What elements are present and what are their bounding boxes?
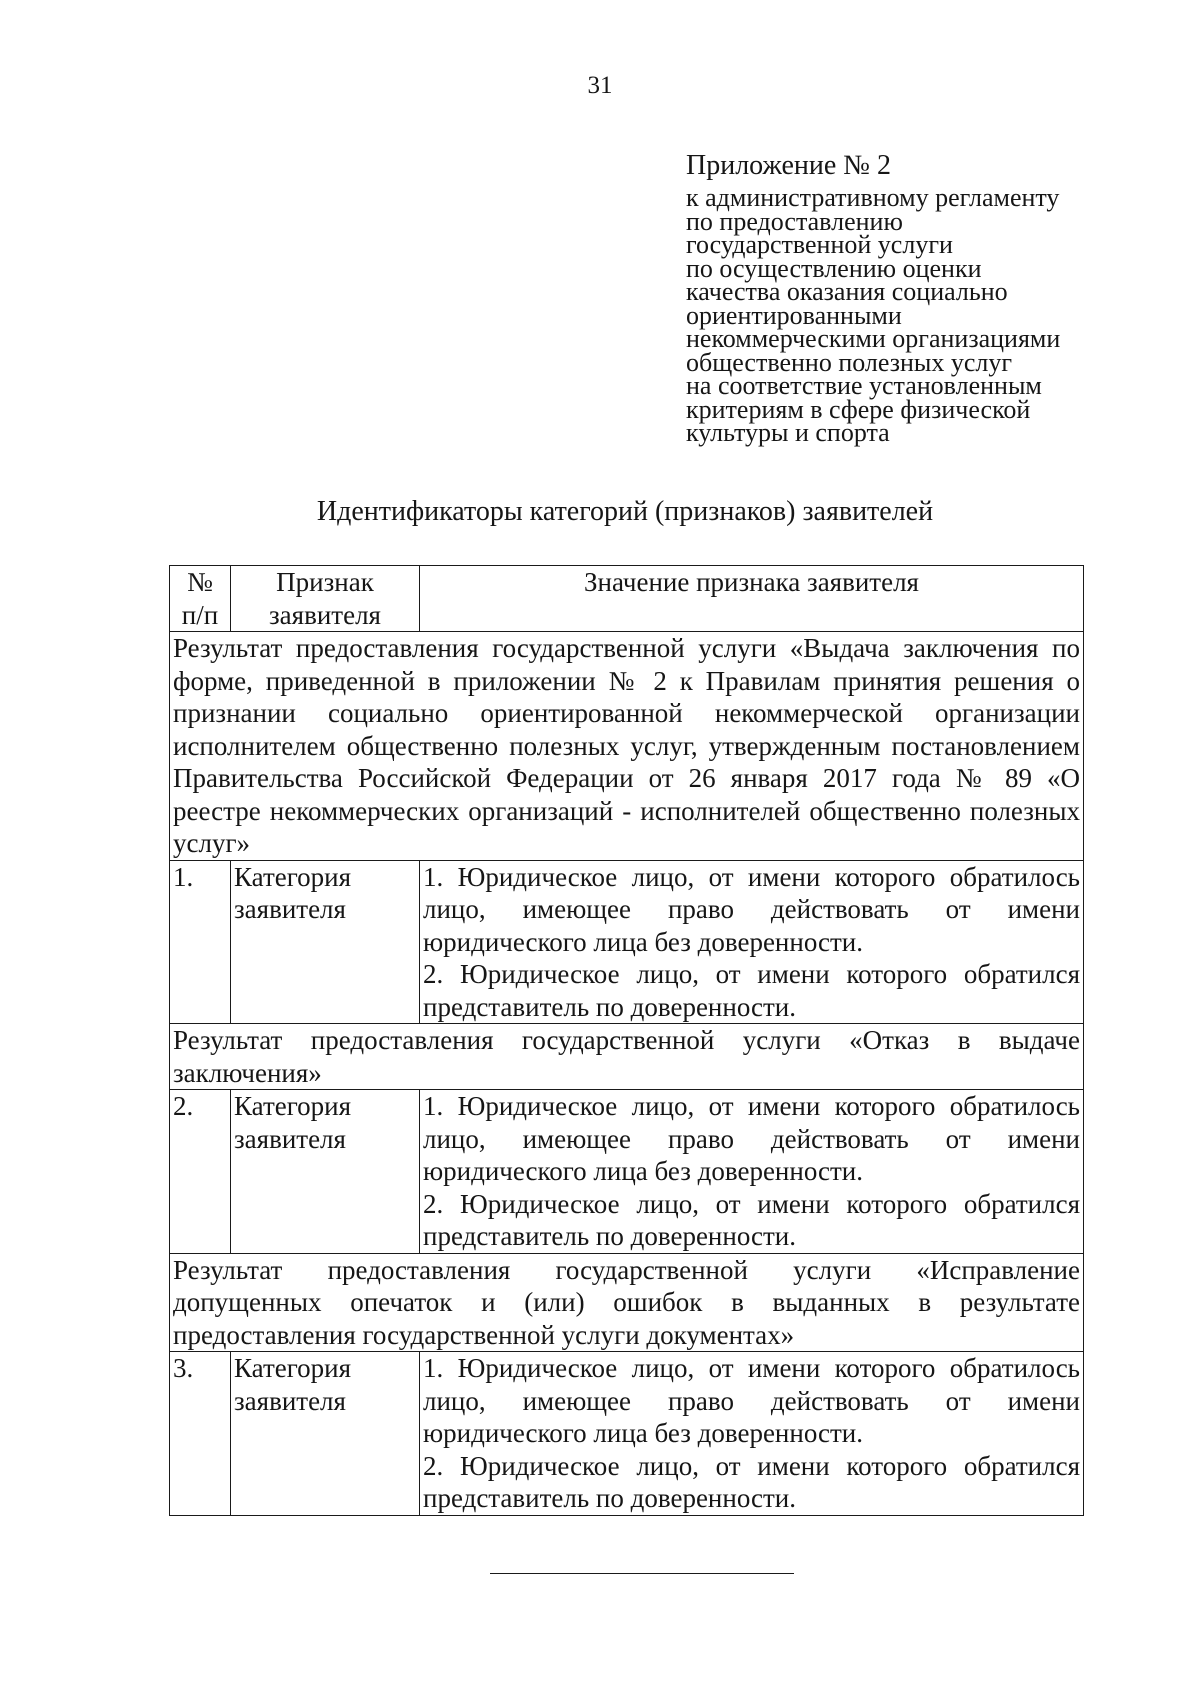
- header-number: № п/п: [170, 566, 231, 632]
- header-feature: Признак заявителя: [231, 566, 420, 632]
- row-feature: Категория заявителя: [231, 860, 420, 1024]
- result-heading-row: [170, 632, 1084, 861]
- row-number: 2.: [170, 1090, 231, 1254]
- row-number: 1.: [170, 860, 231, 1024]
- row-value-item: 1. Юридическое лицо, от имени которого обратилось лицо, имеющее право действовать от имени юридического лица без доверенности.: [423, 1353, 1080, 1448]
- row-feature: Категория заявителя: [231, 1090, 420, 1254]
- appendix-line: по предоставлению: [686, 206, 903, 236]
- appendix-line: качества оказания социально: [686, 277, 1008, 306]
- header-value: Значение признака заявителя: [420, 566, 1084, 632]
- appendix-line: по осуществлению оценки: [686, 253, 982, 283]
- table-header-row: [170, 566, 1084, 632]
- appendix-line: на соответствие установленным: [686, 371, 1042, 400]
- row-values: [420, 1090, 1084, 1254]
- row-feature: Категория заявителя: [231, 1352, 420, 1516]
- result-heading: Результат предоставления государственной услуги «Выдача заключения по форме, приведенной в приложении № 2 к Правилам принятия решения о признании социально ориентированной некоммерческой организации исполнителем общественно полезных услуг, утвержденным постановлением Правительства Российской Федерации от 26 января 2017 года № 89 «О реестре некоммерческих организаций - исполнителей общественно полезных услуг»: [170, 632, 1084, 861]
- row-value-item: 2. Юридическое лицо, от имени которого обратился представитель по доверенности.: [423, 1450, 1080, 1513]
- row-number: 3.: [170, 1352, 231, 1516]
- row-value-item: 1. Юридическое лицо, от имени которого обратилось лицо, имеющее право действовать от имени юридического лица без доверенности.: [423, 861, 1080, 957]
- table-row: [170, 1352, 1084, 1516]
- appendix-line: ориентированными: [686, 300, 902, 330]
- page-number: 31: [587, 72, 613, 99]
- table-row: [170, 860, 1084, 1024]
- result-heading: Результат предоставления государственной услуги «Отказ в выдаче заключения»: [170, 1024, 1084, 1090]
- appendix-reference: [686, 183, 1106, 447]
- appendix-line: культуры и спорта: [686, 418, 890, 447]
- row-values: [420, 860, 1084, 1024]
- row-value-item: 2. Юридическое лицо, от имени которого обратился представитель по доверенности.: [423, 959, 1080, 1022]
- result-heading: Результат предоставления государственной услуги «Исправление допущенных опечаток и (или) ошибок в выданных в результате предоставления государственной услуги документах»: [170, 1253, 1084, 1352]
- document-title: Идентификаторы категорий (признаков) заявителей: [316, 496, 934, 527]
- row-value-item: 1. Юридическое лицо, от имени которого обратилось лицо, имеющее право действовать от имени юридического лица без доверенности.: [423, 1091, 1080, 1186]
- row-values: [420, 1352, 1084, 1516]
- result-heading-row: [170, 1253, 1084, 1352]
- result-heading-row: [170, 1024, 1084, 1090]
- appendix-line: государственной услуги: [686, 230, 953, 259]
- closing-rule: [490, 1573, 794, 1574]
- appendix-block: [686, 148, 1106, 445]
- table-row: [170, 1090, 1084, 1254]
- appendix-line: некоммерческими организациями: [686, 324, 1061, 353]
- row-value-item: 2. Юридическое лицо, от имени которого обратился представитель по доверенности.: [423, 1188, 1080, 1251]
- appendix-line: общественно полезных услуг: [686, 347, 1013, 377]
- appendix-line: критериям в сфере физической: [686, 394, 1031, 424]
- appendix-line: к административному регламенту: [686, 183, 1060, 212]
- appendix-title: Приложение № 2: [686, 150, 891, 181]
- applicant-identifiers-table: [169, 565, 1084, 1516]
